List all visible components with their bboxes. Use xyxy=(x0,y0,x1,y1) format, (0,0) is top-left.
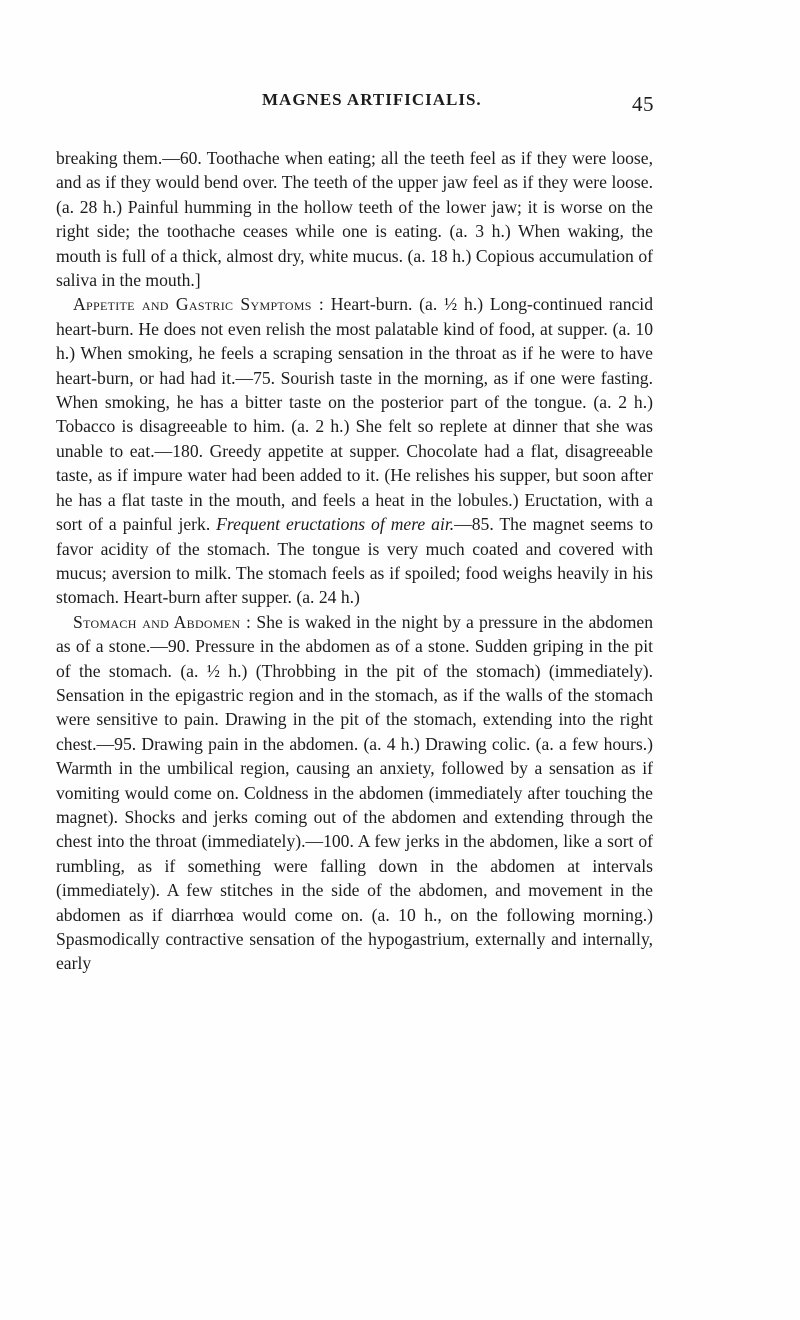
page-number: 45 xyxy=(632,92,654,116)
running-title: MAGNES ARTIFICIALIS. xyxy=(262,90,482,109)
paragraph-text: She is waked in the night by a pressure in the abdomen as of a stone.—90. Pressure in the abdomen as of a stone. Sudden griping in the pit of the stomach. (a. ½ h.) (Throbbing in the pit of the stomach) (immediately). Sensation in the epigastric region and in the stomach, as if the walls of the stomach were sensitive to pain. Drawing in the pit of the stomach, extending into the right chest.—95. Drawing pain in the abdomen. (a. 4 h.) Drawing colic. (a. a few hours.) Warmth in the umbilical region, causing an anxiety, followed by a sensation as if vomiting would come on. Coldness in the abdomen (immediately after touching the magnet). Shocks and jerks coming out of the abdomen and extending through the chest into the throat (immediately).—100. A few jerks in the abdomen, like a sort of rumbling, as if something were falling down in the abdomen at intervals (immediately). A few stitches in the side of the abdomen, and movement in the abdomen as if diarrhœa would come on. (a. 10 h., on the following morning.) Spasmodically contractive sensation of the hypogastrium, externally and internally, early xyxy=(56,611,653,974)
section-heading-appetite: Appetite and Gastric Symptoms : xyxy=(73,294,325,315)
paragraph-mouth-continued xyxy=(56,146,653,292)
body-text xyxy=(56,146,653,976)
section-heading-stomach: Stomach and Abdomen : xyxy=(73,611,252,632)
paragraph-stomach-abdomen xyxy=(56,610,653,976)
running-head xyxy=(0,90,800,120)
italic-phrase: Frequent eructations of mere air. xyxy=(216,514,455,535)
paragraph-text: breaking them.—60. Toothache when eating; all the teeth feel as if they were loose, and as if they would bend over. The teeth of the upper jaw feel as if they were loose. (a. 28 h.) Painful humming in the hollow teeth of the lower jaw; it is worse on the right side; the toothache ceases while one is eating. (a. 3 h.) When waking, the mouth is full of a thick, almost dry, white mucus. (a. 18 h.) Copious accumulation of saliva in the mouth.] xyxy=(56,148,653,291)
paragraph-text: Heart-burn. (a. ½ h.) Long-continued rancid heart-burn. He does not even relish the most palatable kind of food, at supper. (a. 10 h.) When smoking, he feels a scraping sensation in the throat as if he were to have heart-burn, or had had it.—75. Sourish taste in the morning, as if one were fasting. When smoking, he has a bitter taste on the posterior part of the tongue. (a. 2 h.) Tobacco is disagreeable to him. (a. 2 h.) She felt so replete at dinner that she was unable to eat.—180. Greedy appetite at supper. Chocolate had a flat, disagreeable taste, as if impure water had been added to it. (He relishes his supper, but soon after he has a flat taste in the mouth, and feels a heat in the lobules.) Eructation, with a sort of a painful jerk. xyxy=(56,294,653,535)
paragraph-text: —85. The magnet seems to favor acidity of the stomach. The tongue is very much coated and covered with mucus; aversion to milk. The stomach feels as if spoiled; food weighs heavily in his stomach. Heart-burn after supper. (a. 24 h.) xyxy=(56,514,654,608)
paragraph-appetite-gastric xyxy=(56,292,653,609)
